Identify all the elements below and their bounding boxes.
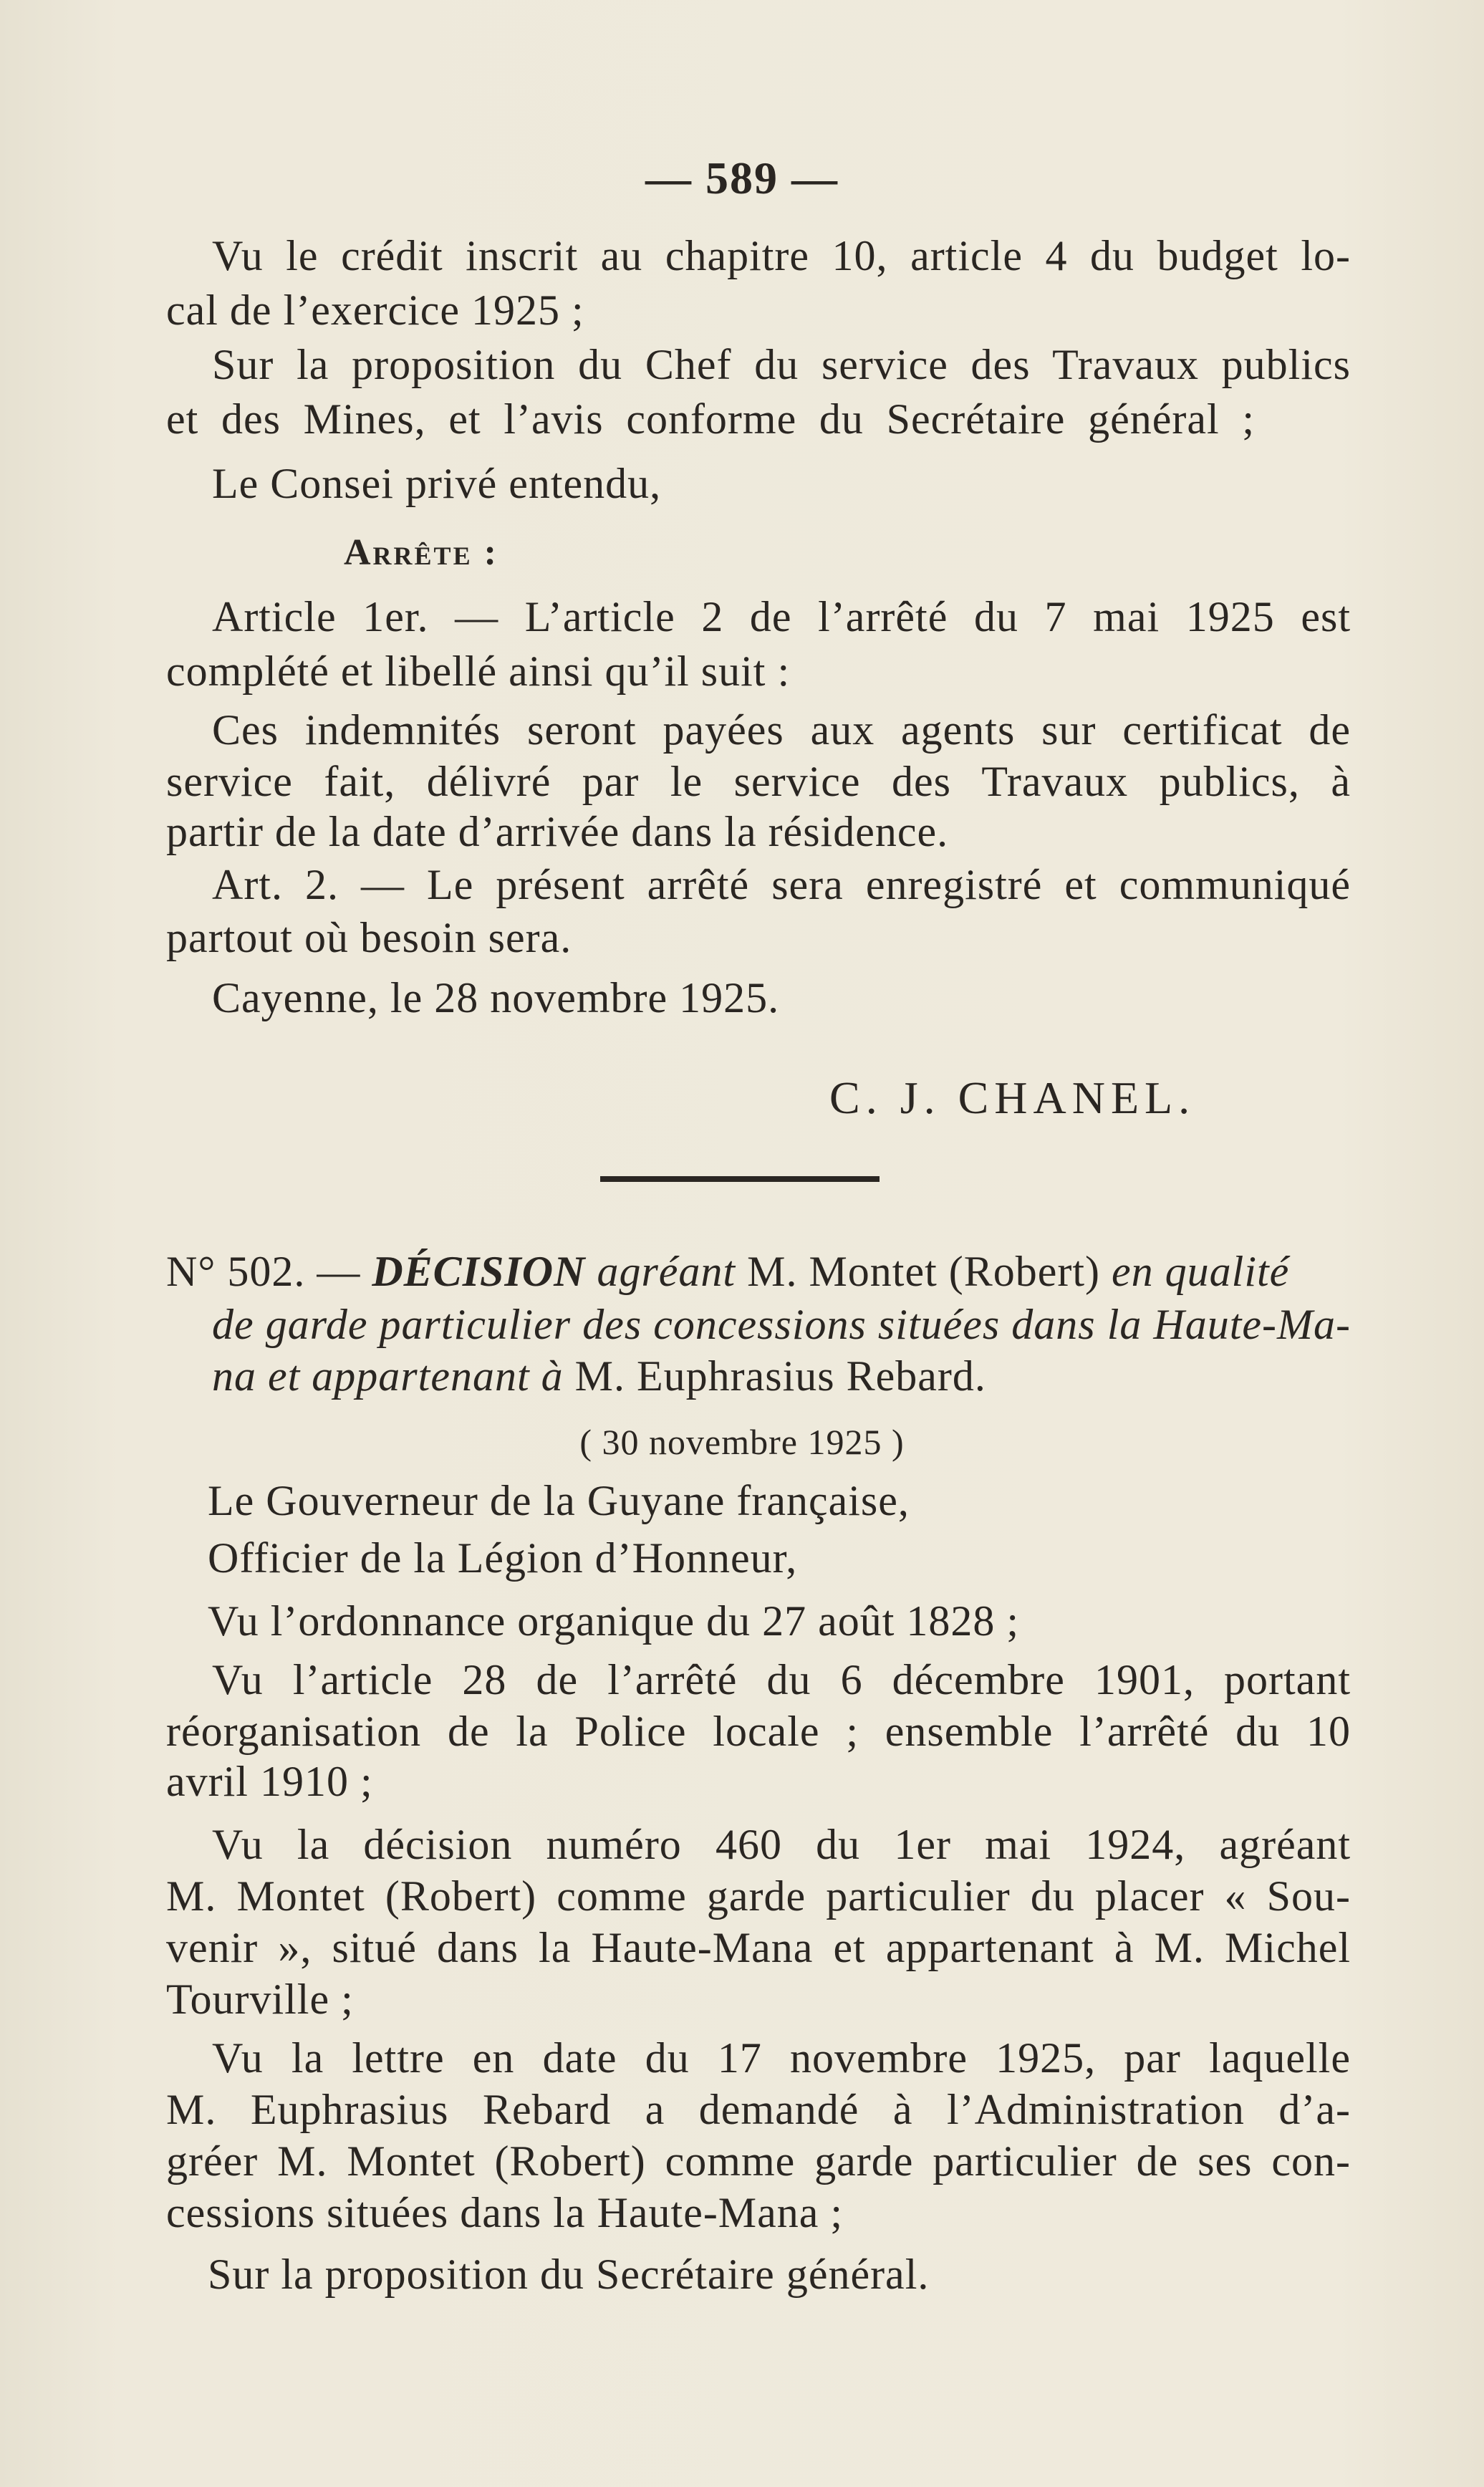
decision-person: M. Montet (Robert) [747,1248,1101,1295]
paragraph-line: Art. 2. — Le présent arrêté sera enregistré et communiqué [212,861,1351,908]
paragraph-line: avril 1910 ; [166,1758,373,1805]
paragraph-line: Tourville ; [166,1976,354,2023]
paragraph-line: Vu le crédit inscrit au chapitre 10, article 4 du budget lo- [212,232,1351,279]
paragraph-line: gréer M. Montet (Robert) comme garde particulier de ses con- [166,2137,1351,2185]
paragraph-line: venir », situé dans la Haute-Mana et appartenant à M. Michel [166,1924,1351,1971]
paragraph-line: cal de l’exercice 1925 ; [166,287,584,334]
paragraph-line: Officier de la Légion d’Honneur, [208,1534,798,1582]
paragraph-line: et des Mines, et l’avis conforme du Secrétaire général ; [166,395,1255,443]
paragraph-line: M. Euphrasius Rebard a demandé à l’Administration d’a- [166,2086,1351,2133]
paragraph-line: Le Gouverneur de la Guyane française, [208,1477,910,1524]
paragraph-line: service fait, délivré par le service des Travaux publics, à [166,758,1351,805]
paragraph-line: Vu la lettre en date du 17 novembre 1925, par laquelle [212,2034,1351,2082]
paragraph-line: partout où besoin sera. [166,914,572,961]
paragraph-line: Vu la décision numéro 460 du 1er mai 1924, agréant [212,1821,1351,1868]
decision-text: na et appartenant à [212,1352,564,1400]
paragraph-line: M. Montet (Robert) comme garde particulier du placer « Sou- [166,1872,1351,1920]
decision-number: N° 502. — [166,1248,361,1295]
decision-label: DÉCISION [372,1248,586,1295]
decision-title-line [166,1246,1355,1297]
decision-person: M. Euphrasius Rebard. [574,1352,986,1400]
decision-title-line [212,1351,986,1401]
arrete-heading: Arrête : [344,532,498,573]
paragraph-line: Sur la proposition du Chef du service des Travaux publics [212,341,1351,388]
paragraph-line: partir de la date d’arrivée dans la résidence. [166,808,949,855]
paragraph-line: Ces indemnités seront payées aux agents sur certificat de [212,706,1351,754]
paragraph-line: Article 1er. — L’article 2 de l’arrêté du 7 mai 1925 est [212,593,1351,640]
paragraph-line: réorganisation de la Police locale ; ensemble l’arrêté du 10 [166,1708,1351,1755]
paragraph-line: Vu l’article 28 de l’arrêté du 6 décembre 1901, portant [212,1656,1351,1703]
paragraph-line: Sur la proposition du Secrétaire général. [208,2251,930,2298]
paragraph-line: Le Consei privé entendu, [212,460,662,507]
signature: C. J. CHANEL. [829,1072,1196,1123]
paragraph-line: cessions situées dans la Haute-Mana ; [166,2189,844,2236]
decision-text: en qualité [1112,1248,1290,1295]
paragraph-line: Vu l’ordonnance organique du 27 août 1828 ; [208,1597,1020,1645]
paragraph-line: complété et libellé ainsi qu’il suit : [166,648,791,695]
page-number: — 589 — [645,153,839,203]
section-divider [600,1176,880,1182]
decision-text: agréant [597,1248,736,1295]
paragraph-line: Cayenne, le 28 novembre 1925. [212,974,780,1021]
decision-title-line: de garde particulier des concessions situées dans la Haute-Ma- [212,1301,1351,1348]
decision-date: ( 30 novembre 1925 ) [579,1422,905,1462]
